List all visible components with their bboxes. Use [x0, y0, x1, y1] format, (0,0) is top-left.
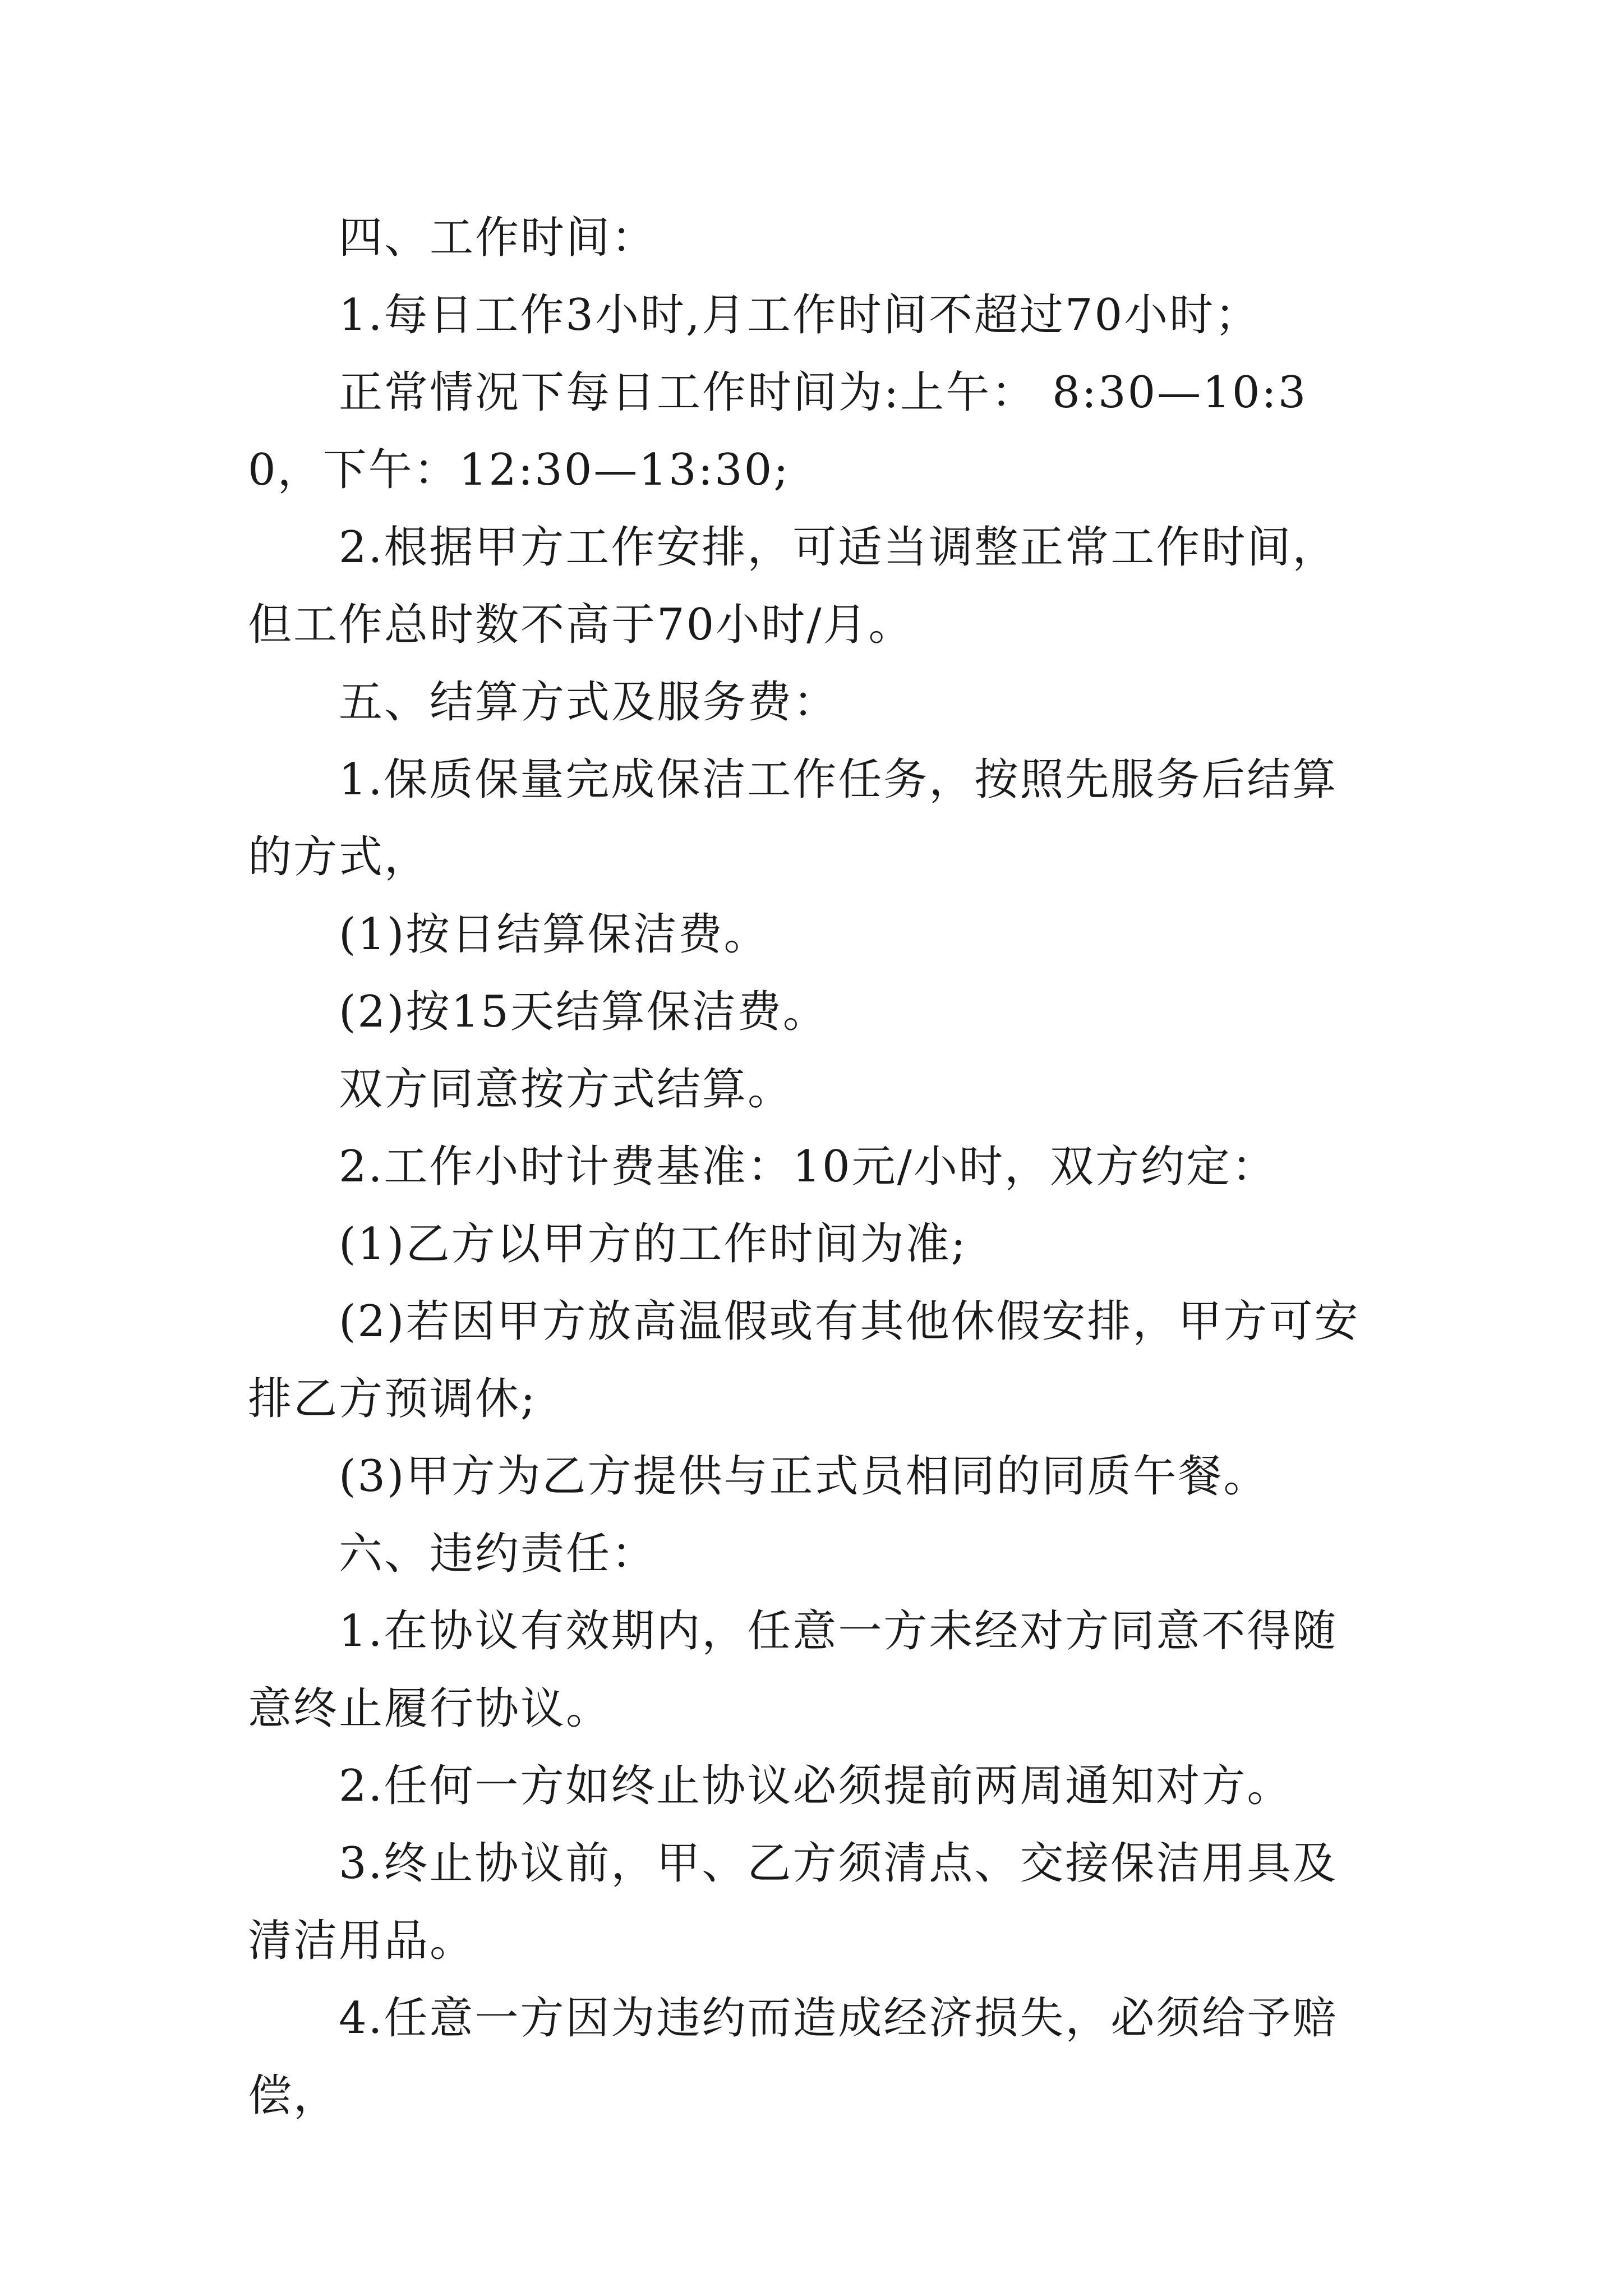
paragraph: (3)甲方为乙方提供与正式员相同的同质午餐。 [339, 1451, 1269, 1502]
paragraph: 双方同意按方式结算。 [339, 1064, 794, 1115]
paragraph: (1)按日结算保洁费。 [339, 909, 769, 960]
paragraph: (2)若因甲方放高温假或有其他休假安排，甲方可安排乙方预调休; [248, 1296, 1360, 1424]
paragraph: 1.保质保量完成保洁工作任务，按照先服务后结算的方式， [248, 754, 1338, 882]
paragraph: 正常情况下每日工作时间为:上午： 8:30—10:30，下午：12:30—13:30; [248, 367, 1308, 495]
section-heading-settlement: 五、结算方式及服务费： [339, 677, 839, 728]
section-heading-work-hours: 四、工作时间： [339, 213, 657, 263]
paragraph: 2.工作小时计费基准：10元/小时，双方约定： [339, 1142, 1277, 1192]
paragraph: 2.根据甲方工作安排，可适当调整正常工作时间，但工作总时数不高于70小时/月。 [248, 522, 1338, 650]
paragraph: 4.任意一方因为违约而造成经济损失，必须给予赔偿， [248, 1993, 1338, 2121]
paragraph: 3.终止协议前，甲、乙方须清点、交接保洁用具及清洁用品。 [248, 1838, 1338, 1966]
paragraph: 1.每日工作3小时,月工作时间不超过70小时； [339, 290, 1261, 341]
paragraph: 2.任何一方如终止协议必须提前两周通知对方。 [339, 1761, 1293, 1811]
paragraph: 1.在协议有效期内，任意一方未经对方同意不得随意终止履行协议。 [248, 1606, 1338, 1734]
section-heading-breach: 六、违约责任： [339, 1529, 657, 1579]
document-body [248, 199, 1381, 2134]
paragraph: (2)按15天结算保洁费。 [339, 987, 828, 1037]
paragraph: (1)乙方以甲方的工作时间为准; [339, 1219, 967, 1269]
